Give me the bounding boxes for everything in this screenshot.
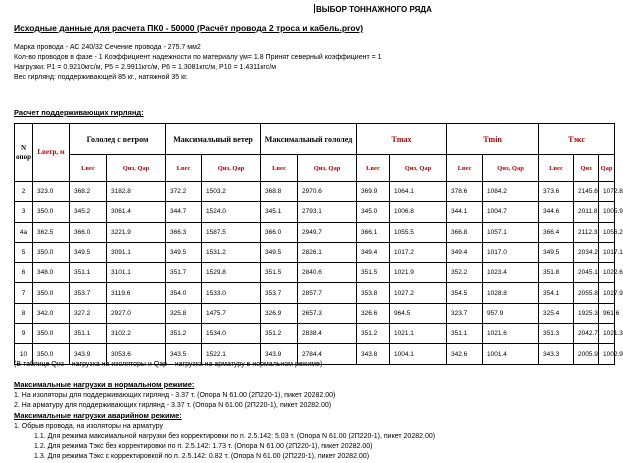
table-cell: 1021.3	[599, 324, 615, 344]
table-cell: 3221.9	[107, 222, 166, 242]
table-cell: 1534.0	[202, 324, 261, 344]
table-cell: 354.5	[447, 283, 483, 303]
source-heading: Исходные данные для расчета ПК0 - 50000 (Расчёт провода 2 троса и кабель.prov)	[14, 23, 364, 33]
table-cell: 345.2	[70, 202, 107, 222]
support-number-cell: 3	[15, 202, 33, 222]
support-string-table	[14, 123, 623, 365]
table-cell: 964.5	[390, 303, 447, 323]
table-cell: 351.1	[70, 263, 107, 283]
table-cell: 1529.8	[202, 263, 261, 283]
table-cell: 2112.3	[574, 222, 599, 242]
table-cell: 3102.2	[107, 324, 166, 344]
table-cell: 1587.5	[202, 222, 261, 242]
normal-item-2: 2. На арматуру для поддерживающих гирлянд - 3.37 т. (Опора N 61.00 (2П220-1), пикет 20282.00)	[14, 402, 332, 409]
subheader-lves: Lвес	[70, 155, 107, 182]
group-ice-wind-header: Гололед с ветром	[70, 124, 166, 155]
table-cell: 1072.8	[599, 182, 615, 202]
table-cell: 961.6	[599, 303, 615, 323]
table-cell: 349.5	[539, 242, 574, 262]
support-number-cell: 4а	[15, 222, 33, 242]
page-title: ВЫБОР ТОННАЖНОГО РЯДА	[316, 5, 432, 14]
table-cell: 2970.6	[298, 182, 357, 202]
table-cell: 327.2	[70, 303, 107, 323]
table-body	[15, 182, 623, 365]
group-max-wind-header: Максимальный ветер	[166, 124, 261, 155]
table-cell: 351.2	[261, 324, 298, 344]
table-cell: 3119.6	[107, 283, 166, 303]
table-cell: 366.8	[447, 222, 483, 242]
table-cell: 369.9	[357, 182, 390, 202]
table-cell: 1022.6	[599, 263, 615, 283]
table-cell: 1084.2	[483, 182, 539, 202]
table-cell: 2034.2	[574, 242, 599, 262]
table-cell: 323.7	[447, 303, 483, 323]
normal-mode-heading: Максимальные нагрузки в нормальном режиме:	[14, 380, 195, 389]
table-cell: 1005.9	[599, 202, 615, 222]
table-cell: 2840.6	[298, 263, 357, 283]
subheader-lves: Lвес	[166, 155, 202, 182]
table-cell: 1064.1	[390, 182, 447, 202]
table-cell: 2045.1	[574, 263, 599, 283]
table-cell: 350.0	[33, 283, 70, 303]
support-number-cell: 6	[15, 263, 33, 283]
table-cell: 366.1	[357, 222, 390, 242]
emergency-mode-heading: Максимальные нагрузки аварийном режиме:	[14, 411, 182, 420]
subheader-lves: Lвес	[261, 155, 298, 182]
table-cell: 353.8	[357, 283, 390, 303]
subheader-qiz: Qиз	[574, 155, 599, 182]
subheader-qiz-qar: Qиз, Qар	[390, 155, 447, 182]
table-cell: 326.9	[261, 303, 298, 323]
table-cell: 366.0	[70, 222, 107, 242]
table-cell: 348.0	[33, 263, 70, 283]
table-cell: 957.9	[483, 303, 539, 323]
table-cell: 3061.4	[107, 202, 166, 222]
table-cell: 326.6	[357, 303, 390, 323]
section-subheading: Расчет поддерживающих гирлянд:	[14, 108, 144, 117]
support-number-cell: 5	[15, 242, 33, 262]
table-cell: 351.2	[357, 324, 390, 344]
table-cell: 1021.1	[390, 324, 447, 344]
table-cell: 351.1	[447, 324, 483, 344]
table-cell: 1027.9	[599, 283, 615, 303]
table-cell: 2857.7	[298, 283, 357, 303]
table-cell: 349.4	[447, 242, 483, 262]
param-line-coefficients: Кол-во проводов в фазе - 1 Коэффициент надежности по материалу γм= 1.8 Принят северный коэффициент = 1	[14, 54, 382, 61]
table-cell: 350.0	[33, 324, 70, 344]
table-row	[15, 263, 615, 283]
table-cell: 345.0	[357, 202, 390, 222]
table-cell: 2657.3	[298, 303, 357, 323]
table-cell: 342.0	[33, 303, 70, 323]
table-cell: 1021.6	[483, 324, 539, 344]
table-cell: 1522.1	[202, 344, 261, 364]
table-cell: 1524.0	[202, 202, 261, 222]
table-cell: 366.4	[539, 222, 574, 242]
subheader-qar: Qар	[599, 155, 615, 182]
subheader-lves: Lвес	[539, 155, 574, 182]
support-number-cell: 9	[15, 324, 33, 344]
table-row	[15, 283, 615, 303]
param-line-weights: Вес гирлянд: поддерживающей 85 кг., натяжной 35 кг.	[14, 74, 188, 81]
table-cell: 351.1	[70, 324, 107, 344]
table-cell: 344.1	[447, 202, 483, 222]
table-cell: 344.6	[539, 202, 574, 222]
table-cell: 351.8	[539, 263, 574, 283]
table-cell: 342.6	[447, 344, 483, 364]
table-cell: 1017.0	[483, 242, 539, 262]
table-cell: 1027.2	[390, 283, 447, 303]
table-cell: 1056.2	[599, 222, 615, 242]
table-cell: 1533.0	[202, 283, 261, 303]
table-cell: 2011.8	[574, 202, 599, 222]
text-cursor	[314, 4, 315, 13]
support-number-cell: 7	[15, 283, 33, 303]
table-cell: 3053.6	[107, 344, 166, 364]
table-cell: 323.0	[33, 182, 70, 202]
table-cell: 349.5	[261, 242, 298, 262]
table-cell: 2838.4	[298, 324, 357, 344]
table-cell: 368.2	[70, 182, 107, 202]
table-cell: 373.6	[539, 182, 574, 202]
table-cell: 343.8	[357, 344, 390, 364]
table-cell: 368.8	[261, 182, 298, 202]
param-line-loads: Нагрузки: P1 = 0.9210кгс/м, P5 = 2.9911кгс/м, P6 = 1.3081кгс/м, P10 = 1.4311кгс/м	[14, 64, 277, 71]
table-cell: 352.2	[447, 263, 483, 283]
emergency-item-1-3: 1.3. Для режима Тэкс с корректировкой по п. 2.5.142: 0.82 т. (Опора N 61.00 (2П220-1), пикет 20282.00)	[34, 453, 370, 460]
table-cell: 353.7	[261, 283, 298, 303]
emergency-item-1: 1. Обрыв провода, на изоляторы на арматуру	[14, 423, 163, 430]
table-cell: 2042.7	[574, 324, 599, 344]
emergency-item-1-2: 1.2. Для режима Тэкс без корректировки по п. 2.5.142: 1.73 т. (Опора N 61.00 (2П220-1), пикет 20282.00)	[34, 443, 373, 450]
table-cell: 2949.7	[298, 222, 357, 242]
table-cell: 325.4	[539, 303, 574, 323]
subheader-lves: Lвес	[447, 155, 483, 182]
table-cell: 1021.9	[390, 263, 447, 283]
subheader-qiz-qar: Qиз, Qар	[107, 155, 166, 182]
table-cell: 343.5	[166, 344, 202, 364]
table-cell: 3182.8	[107, 182, 166, 202]
table-cell: 1001.4	[483, 344, 539, 364]
table-cell: 1057.1	[483, 222, 539, 242]
col-n-header: N опор	[15, 124, 33, 182]
support-number-cell: 8	[15, 303, 33, 323]
subheader-qiz-qar: Qиз, Qар	[483, 155, 539, 182]
support-number-cell: 10	[15, 344, 33, 364]
table-row	[15, 324, 615, 344]
table-cell: 1503.2	[202, 182, 261, 202]
table-cell: 1531.2	[202, 242, 261, 262]
table-row	[15, 202, 615, 222]
emergency-item-1-1: 1.1. Для режима максимальной нагрузки без корректировки по п. 2.5.142: 5.03 т. (Опора N 61.00 (2П220-1), пикет 20282.00)	[34, 433, 436, 440]
table-cell: 351.5	[357, 263, 390, 283]
table-cell: 343.9	[70, 344, 107, 364]
normal-item-1: 1. На изоляторы для поддерживающих гирлянд - 3.37 т. (Опора N 61.00 (2П220-1), пикет 20282.00)	[14, 392, 336, 399]
table-row	[15, 303, 615, 323]
table-cell: 351.2	[166, 324, 202, 344]
table-row	[15, 182, 615, 202]
table-cell: 362.5	[33, 222, 70, 242]
table-cell: 2927.0	[107, 303, 166, 323]
subheader-lves: Lвес	[357, 155, 390, 182]
table-cell: 1004.7	[483, 202, 539, 222]
table-cell: 345.1	[261, 202, 298, 222]
table-cell: 1925.3	[574, 303, 599, 323]
table-cell: 3091.1	[107, 242, 166, 262]
col-lvetr-header: Lветр, м	[33, 124, 70, 182]
table-cell: 351.5	[261, 263, 298, 283]
table-cell: 2826.1	[298, 242, 357, 262]
table-cell: 1006.8	[390, 202, 447, 222]
table-cell: 1004.1	[390, 344, 447, 364]
table-cell: 372.2	[166, 182, 202, 202]
table-cell: 350.0	[33, 344, 70, 364]
table-cell: 1028.8	[483, 283, 539, 303]
table-cell: 349.5	[166, 242, 202, 262]
table-cell: 2055.8	[574, 283, 599, 303]
group-max-ice-header: Максимальный гололед	[261, 124, 357, 155]
table-cell: 354.0	[166, 283, 202, 303]
subheader-qiz-qar: Qиз, Qар	[298, 155, 357, 182]
table-cell: 349.5	[70, 242, 107, 262]
table-cell: 351.7	[166, 263, 202, 283]
table-cell: 343.3	[539, 344, 574, 364]
table-cell: 343.9	[261, 344, 298, 364]
table-cell: 349.4	[357, 242, 390, 262]
table-row	[15, 222, 615, 242]
table-cell: 353.7	[70, 283, 107, 303]
table-cell: 2784.4	[298, 344, 357, 364]
subheader-qiz-qar: Qиз, Qар	[202, 155, 261, 182]
table-cell: 325.8	[166, 303, 202, 323]
table-row	[15, 242, 615, 262]
table-cell: 1475.7	[202, 303, 261, 323]
table-cell: 351.3	[539, 324, 574, 344]
group-tex-header: Tэкс	[539, 124, 615, 155]
table-cell: 350.0	[33, 202, 70, 222]
group-tmin-header: Tmin	[447, 124, 539, 155]
table-cell: 1017.2	[390, 242, 447, 262]
table-cell: 350.0	[33, 242, 70, 262]
group-tmax-header: Tmax	[357, 124, 447, 155]
table-cell: 1017.1	[599, 242, 615, 262]
table-note: (В таблице Qиз – нагрузка на изоляторы и Qар – нагрузка на арматуру в нормальном режиме)	[14, 361, 323, 368]
table-cell: 366.3	[166, 222, 202, 242]
table-cell: 2145.6	[574, 182, 599, 202]
table-cell: 1002.9	[599, 344, 615, 364]
table-cell: 378.6	[447, 182, 483, 202]
support-number-cell: 2	[15, 182, 33, 202]
table-cell: 1023.4	[483, 263, 539, 283]
table-cell: 344.7	[166, 202, 202, 222]
table-cell: 354.1	[539, 283, 574, 303]
table-cell: 3101.1	[107, 263, 166, 283]
table-cell: 1055.5	[390, 222, 447, 242]
table-cell: 2793.1	[298, 202, 357, 222]
table-cell: 2005.9	[574, 344, 599, 364]
table-cell: 366.0	[261, 222, 298, 242]
param-line-wire: Марка провода - АС 240/32 Сечение провода - 275.7 мм2	[14, 44, 201, 51]
